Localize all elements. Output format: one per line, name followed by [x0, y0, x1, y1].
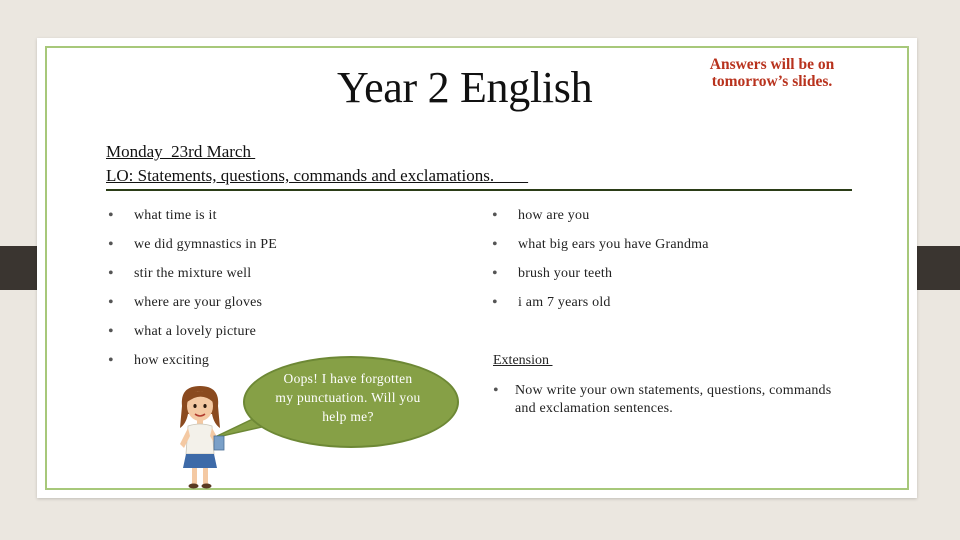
header-divider [106, 189, 852, 191]
list-item [108, 265, 277, 294]
bullet-icon: • [108, 294, 114, 311]
list-item [108, 207, 277, 236]
list-item-text: stir the mixture well [134, 266, 252, 281]
list-item [492, 236, 709, 265]
extension-item [493, 382, 845, 418]
list-item-text: brush your teeth [518, 266, 613, 281]
bullet-icon: • [108, 323, 114, 340]
bullet-icon: • [492, 236, 498, 253]
cartoon-girl-icon [170, 384, 230, 490]
bullet-icon: • [492, 265, 498, 282]
bullet-icon: • [108, 236, 114, 253]
list-item-text: how are you [518, 208, 590, 223]
list-item-text: what time is it [134, 208, 217, 223]
list-item [108, 236, 277, 265]
right-sentence-list [492, 207, 709, 323]
list-item [108, 352, 277, 381]
list-item-text: i am 7 years old [518, 295, 611, 310]
list-item-text: what big ears you have Grandma [518, 237, 709, 252]
extension-title: Extension [493, 353, 553, 368]
speech-bubble-text: Oops! I have forgotten my punctuation. Will you help me? [275, 371, 421, 424]
slide [37, 38, 917, 498]
list-item-text: where are your gloves [134, 295, 263, 310]
learning-objective: LO: Statements, questions, commands and exclamations. [106, 166, 529, 185]
answers-note: Answers will be on tomorrow’s slides. [709, 56, 835, 90]
left-sentence-list [108, 207, 277, 381]
list-item-text: what a lovely picture [134, 324, 256, 339]
list-item [492, 265, 709, 294]
slide-title: Year 2 English [337, 63, 593, 112]
bullet-icon: • [492, 207, 498, 224]
extension-text: Now write your own statements, questions, commands and exclamation sentences. [515, 383, 832, 416]
list-item [108, 294, 277, 323]
list-item [492, 294, 709, 323]
list-item-text: how exciting [134, 353, 210, 368]
bullet-icon: • [108, 265, 114, 282]
bullet-icon: • [108, 352, 114, 369]
list-item-text: we did gymnastics in PE [134, 237, 278, 252]
date-line: Monday 23rd March [106, 142, 256, 161]
bullet-icon: • [108, 207, 114, 224]
bullet-icon: • [493, 382, 499, 399]
bullet-icon: • [492, 294, 498, 311]
list-item [108, 323, 277, 352]
list-item [492, 207, 709, 236]
